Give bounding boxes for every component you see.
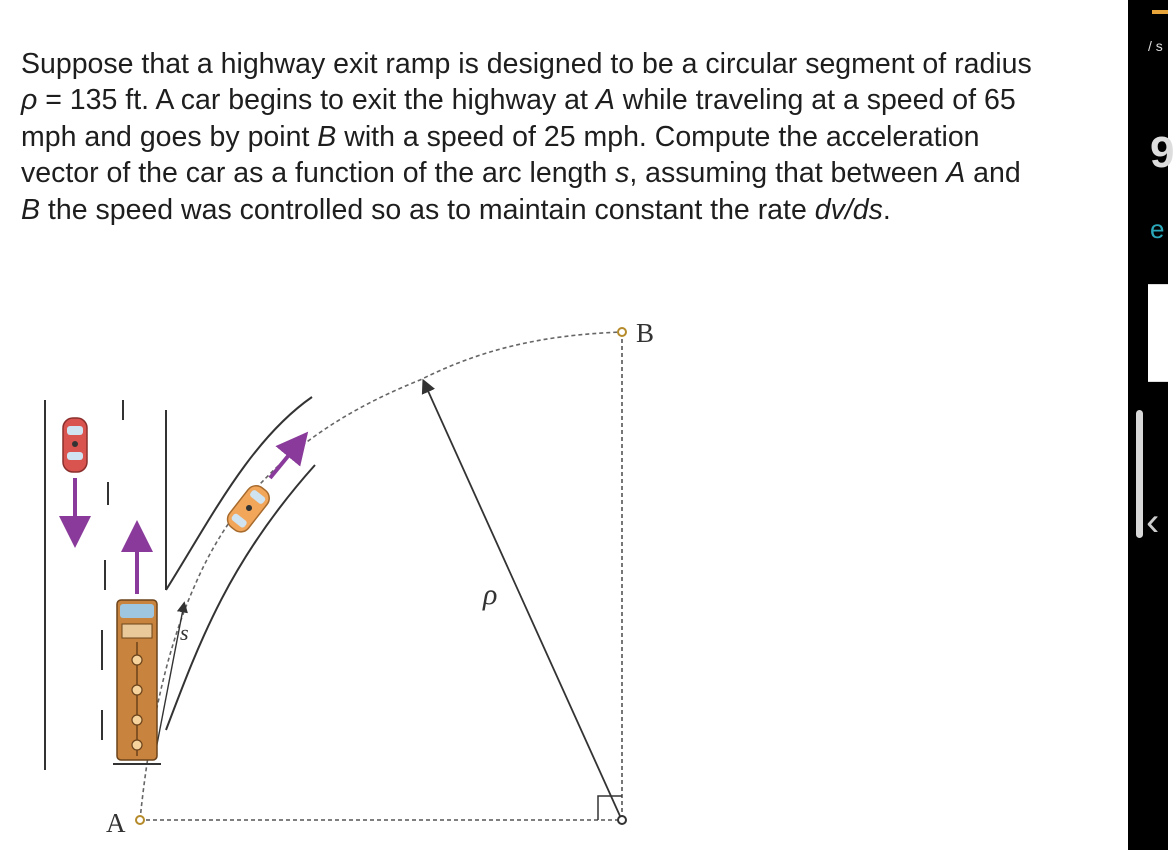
label-a: A <box>106 808 126 838</box>
side-accent-bar <box>1152 10 1168 14</box>
exit-ramp-figure <box>0 300 700 850</box>
side-text-mid: 9 <box>1150 128 1174 177</box>
label-rho: ρ <box>483 578 498 611</box>
side-chevron-icon[interactable]: ‹ <box>1146 500 1160 544</box>
red-car <box>63 418 87 472</box>
rate-expression: dv/ds <box>814 193 883 226</box>
side-text-low: e <box>1150 214 1165 244</box>
side-scrollbar[interactable] <box>1136 410 1143 538</box>
car-path-dashed <box>140 332 622 820</box>
side-card[interactable] <box>1148 284 1168 382</box>
right-angle-mark <box>598 796 622 820</box>
orange-car-velocity-arrow <box>270 444 298 478</box>
label-b: B <box>636 318 655 348</box>
truck <box>113 600 161 764</box>
point-b-marker <box>618 328 626 336</box>
radius-line <box>424 382 620 816</box>
point-a-marker <box>136 816 144 824</box>
label-s: s <box>180 620 189 645</box>
rho-symbol: ρ <box>21 84 38 117</box>
problem-statement: Suppose that a highway exit ramp is designed to be a circular segment of radius ρ = 135 ft. A car begins to exit the highway at A while traveling at a speed of 65 mph and goes by point B with a speed of 25 mph. Compute the acceleration vector of the car as a function of the arc length s, assuming that between A and B the speed was controlled so as to maintain constant the rate dv/ds. <box>21 48 1032 226</box>
side-text-top: / s <box>1148 38 1163 54</box>
center-marker <box>618 816 626 824</box>
